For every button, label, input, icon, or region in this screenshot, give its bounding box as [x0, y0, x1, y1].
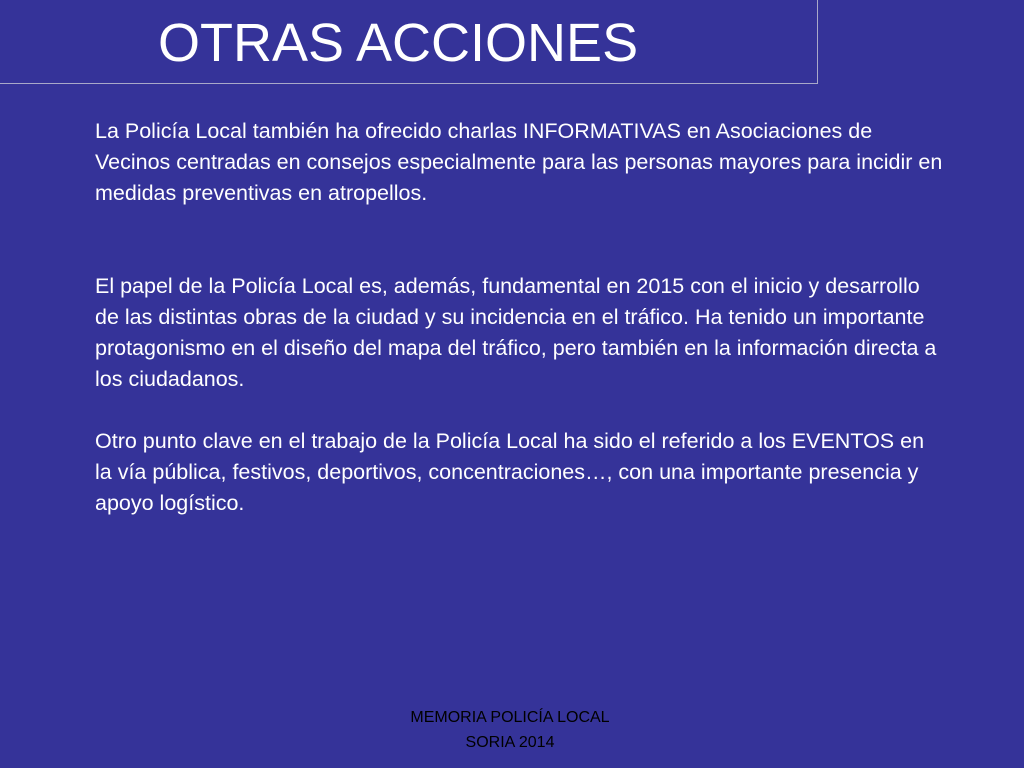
slide-footer [340, 705, 680, 755]
footer-line-1: MEMORIA POLICÍA LOCAL [410, 709, 610, 726]
paragraph-eventos: Otro punto clave en el trabajo de la Policía Local ha sido el referido a los EVENTOS en la vía pública, festivos, deportivos, concentraciones…, con una importante presencia y apoyo logístico. [95, 429, 925, 515]
footer-line-2: SORIA 2014 [465, 734, 555, 751]
paragraph-charlas: La Policía Local también ha ofrecido charlas INFORMATIVAS en Asociaciones de Vecinos centradas en consejos especialmente para las personas mayores para incidir en medidas preventivas en atropellos. [95, 119, 943, 205]
title-box [0, 0, 818, 84]
paragraph-obras: El papel de la Policía Local es, además, fundamental en 2015 con el inicio y desarrollo de las distintas obras de la ciudad y su incidencia en el tráfico. Ha tenido un importante protagonismo en el diseño del mapa del tráfico, pero también en la información directa a los ciudadanos. [95, 274, 937, 391]
slide-title: OTRAS ACCIONES [158, 13, 639, 73]
slide-body [95, 116, 945, 519]
